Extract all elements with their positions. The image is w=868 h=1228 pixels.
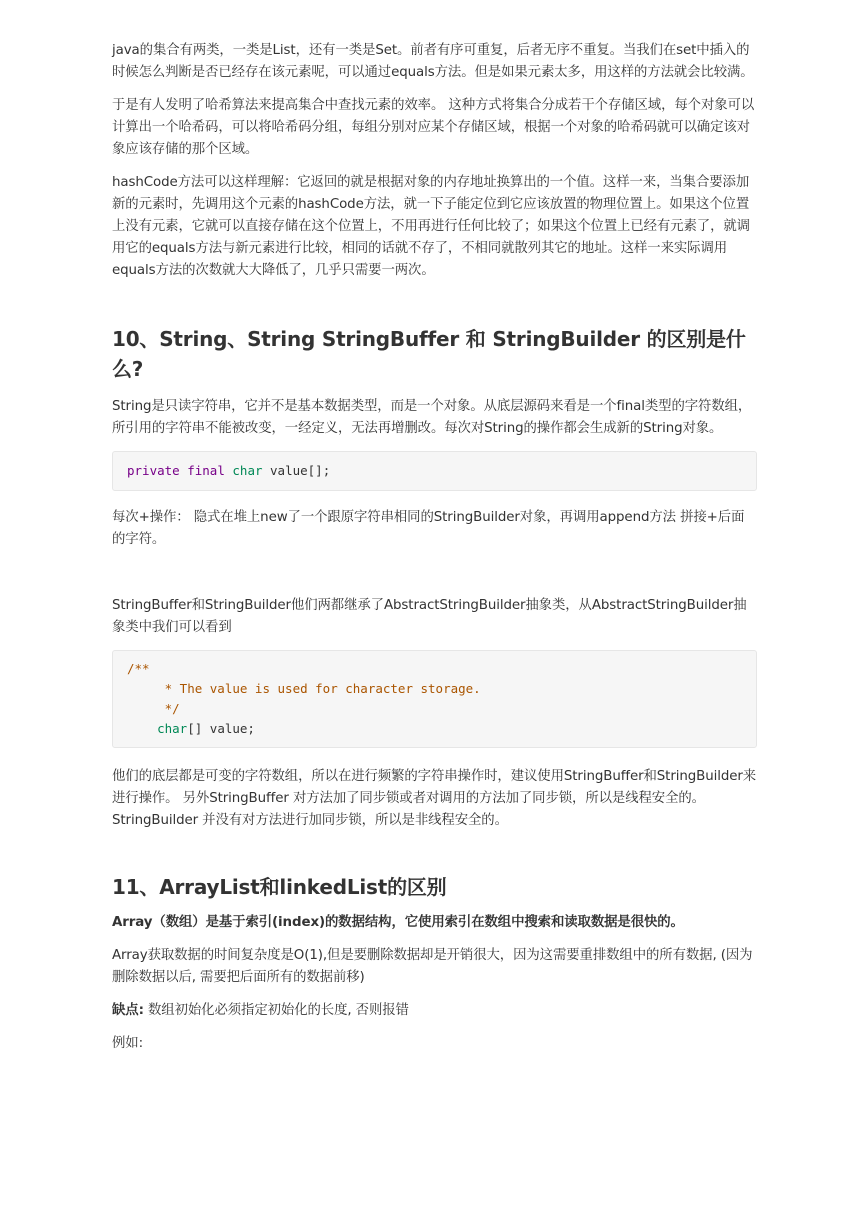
paragraph-hash-algorithm: 于是有人发明了哈希算法来提高集合中查找元素的效率。 这种方式将集合分成若干个存储区域，每个对象可以计算出一个哈希码，可以将哈希码分组，每组分别对应某个存储区域，根据一个对象的哈希码就可以确定该对象应该存储的那个区域。 <box>112 98 755 157</box>
paragraph-abstract-builder: StringBuffer和StringBuilder他们两都继承了AbstractStringBuilder抽象类，从AbstractStringBuilder抽象类中我们可以看到 <box>112 598 747 635</box>
section-10-heading: 10、String、String StringBuffer 和 StringBuilder 的区别是什么? <box>112 327 746 381</box>
paragraph-array-complexity: Array获取数据的时间复杂度是O(1),但是要删除数据却是开销很大，因为这需要重排数组中的所有数据, (因为删除数据以后, 需要把后面所有的数据前移) <box>112 948 753 985</box>
code-keyword: final <box>187 463 225 478</box>
code-keyword: private <box>127 463 180 478</box>
article-body <box>112 40 757 1066</box>
section-11-heading: 11、ArrayList和linkedList的区别 <box>112 875 447 899</box>
drawback-label: 缺点: <box>112 1003 144 1018</box>
code-block-string-value <box>112 451 757 491</box>
code-comment: * The value is used for character storage. <box>127 681 481 696</box>
paragraph-hashcode-method: hashCode方法可以这样理解：它返回的就是根据对象的内存地址换算出的一个值。这样一来，当集合要添加新的元素时，先调用这个元素的hashCode方法，就一下子能定位到它应该放置的物理位置上。如果这个位置上没有元素，它就可以直接存储在这个位置上，不用再进行任何比较了；如果这个位置上已经有元素了，就调用它的equals方法与新元素进行比较，相同的话就不存了，不相同就散列其它的地址。这样一来实际调用equals方法的次数就大大降低了，几乎只需要一两次。 <box>112 175 750 278</box>
code-comment: /** <box>127 661 150 676</box>
code-block-char-value <box>112 650 757 748</box>
paragraph-set-intro: java的集合有两类，一类是List，还有一类是Set。前者有序可重复，后者无序不重复。当我们在set中插入的时候怎么判断是否已经存在该元素呢，可以通过equals方法。但是如果元素太多，用这样的方法就会比较满。 <box>112 43 754 80</box>
code-text: value[]; <box>262 463 331 478</box>
code-type: char <box>232 463 263 478</box>
bold-text: Array（数组）是基于索引(index)的数据结构，它使用索引在数组中搜索和读取数据是很快的。 <box>112 915 684 930</box>
code-text: [] value; <box>187 721 255 736</box>
paragraph-example: 例如: <box>112 1036 143 1051</box>
code-indent <box>127 721 157 736</box>
code-type: char <box>157 721 188 736</box>
paragraph-mutable-arrays: 他们的底层都是可变的字符数组，所以在进行频繁的字符串操作时，建议使用StringBuffer和StringBuilder来进行操作。 另外StringBuffer 对方法加了同步锁或者对调用的方法加了同步锁，所以是线程安全的。StringBuilder 并没有对方法进行加同步锁，所以是非线程安全的。 <box>112 769 757 828</box>
paragraph-plus-operation: 每次+操作： 隐式在堆上new了一个跟原字符串相同的StringBuilder对象，再调用append方法 拼接+后面的字符。 <box>112 510 745 547</box>
code-comment: */ <box>127 701 180 716</box>
paragraph-array-drawback <box>112 1000 757 1022</box>
drawback-text: 数组初始化必须指定初始化的长度, 否则报错 <box>143 1003 409 1018</box>
paragraph-string-readonly: String是只读字符串，它并不是基本数据类型，而是一个对象。从底层源码来看是一个final类型的字符数组，所引用的字符串不能被改变，一经定义，无法再增删改。每次对String的操作都会生成新的String对象。 <box>112 399 752 436</box>
paragraph-array-index <box>112 912 757 934</box>
